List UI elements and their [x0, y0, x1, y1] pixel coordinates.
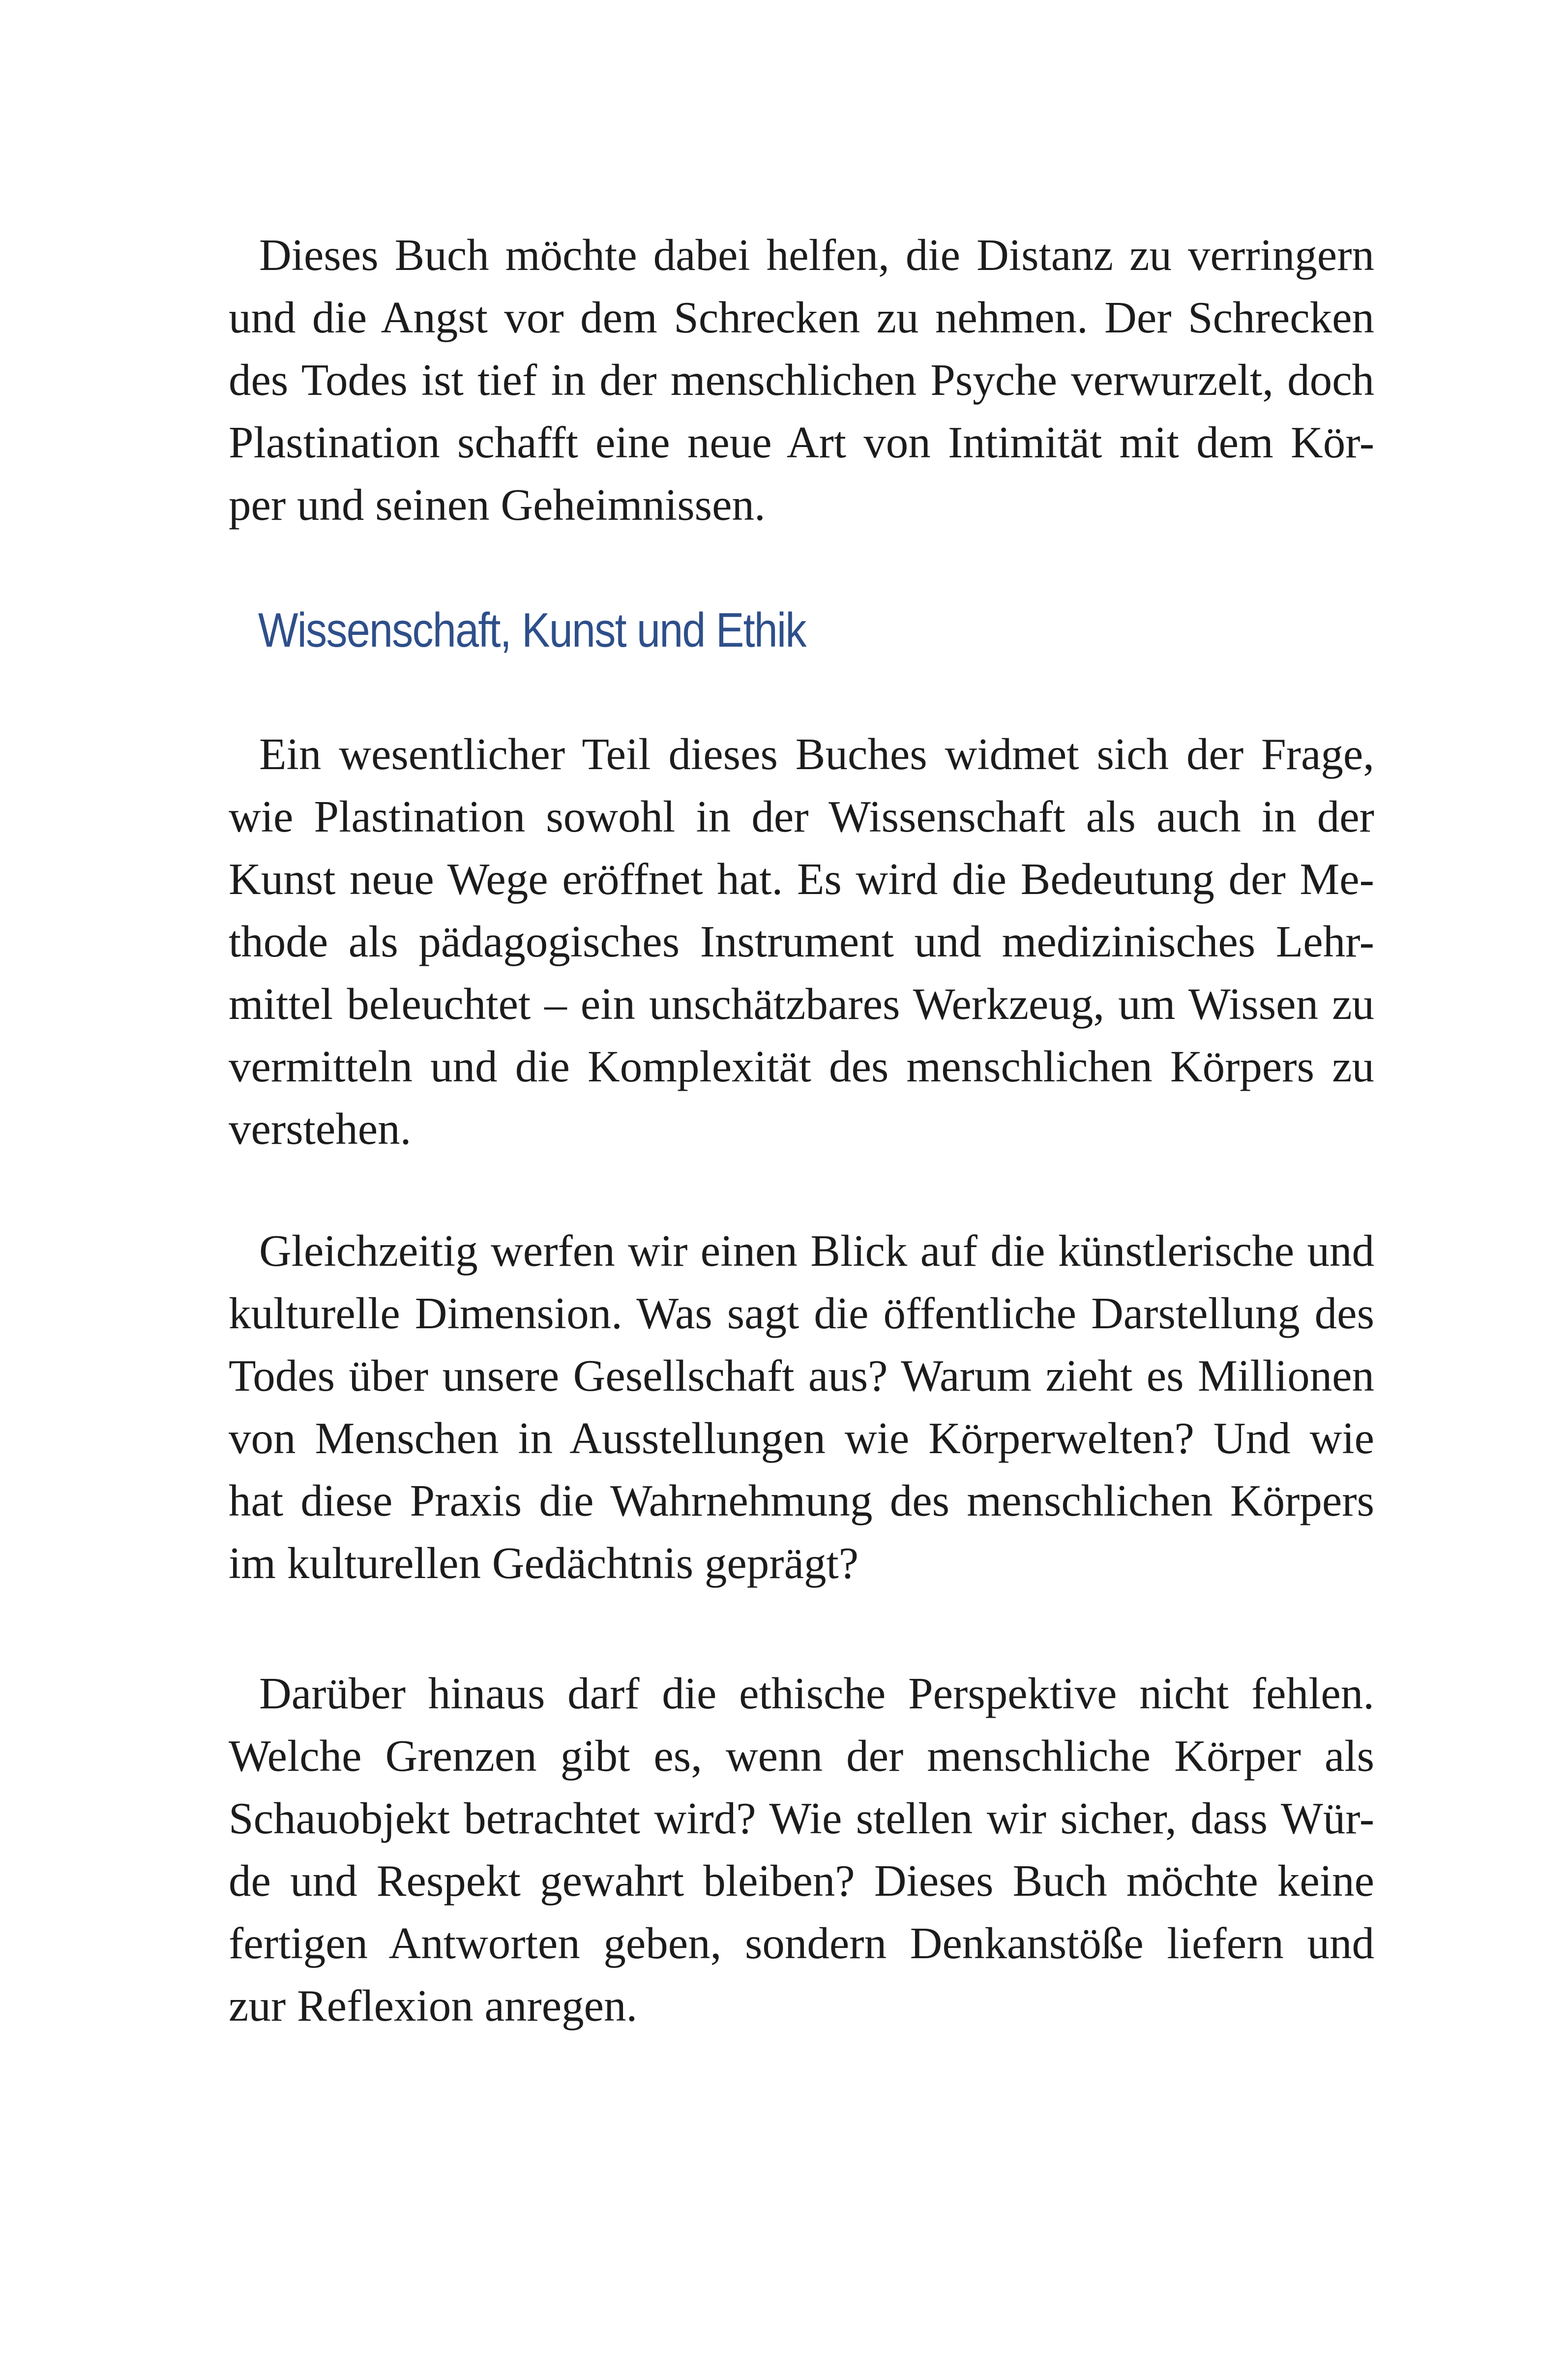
text-line: wie Plastination sowohl in der Wissenschaft als auch in der [229, 792, 1374, 841]
text-line: und die Angst vor dem Schrecken zu nehmen. Der Schrecken [229, 293, 1374, 342]
text-line: hat diese Praxis die Wahrnehmung des menschlichen Körpers [229, 1476, 1374, 1525]
text-line: vermitteln und die Komplexität des menschlichen Körpers zu [229, 1042, 1374, 1091]
text-line: thode als pädagogisches Instrument und medizinisches Lehr- [229, 917, 1374, 966]
text-line: Kunst neue Wege eröffnet hat. Es wird die Bedeutung der Me- [229, 854, 1374, 904]
text-line: Darüber hinaus darf die ethische Perspektive nicht fehlen. [259, 1669, 1374, 1718]
text-line: kulturelle Dimension. Was sagt die öffentliche Darstellung des [229, 1288, 1374, 1338]
text-line: mittel beleuchtet – ein unschätzbares Werkzeug, um Wissen zu [229, 979, 1374, 1029]
paragraph-science [229, 723, 1374, 1160]
text-line: de und Respekt gewahrt bleiben? Dieses Buch möchte keine [229, 1856, 1374, 1906]
text-line: Todes über unsere Gesellschaft aus? Warum zieht es Millionen [229, 1351, 1374, 1401]
text-line: Dieses Buch möchte dabei helfen, die Distanz zu verringern [259, 230, 1374, 280]
paragraph-culture [229, 1220, 1374, 1594]
text-line: Ein wesentlicher Teil dieses Buches widmet sich der Frage, [259, 729, 1374, 779]
text-line: Gleichzeitig werfen wir einen Blick auf die künstlerische und [259, 1226, 1374, 1276]
text-line: Welche Grenzen gibt es, wenn der menschliche Körper als [229, 1731, 1374, 1781]
section-heading: Wissenschaft, Kunst und Ethik [258, 603, 806, 657]
text-line: Schauobjekt betrachtet wird? Wie stellen wir sicher, dass Wür- [229, 1793, 1374, 1843]
text-line: Plastination schafft eine neue Art von Intimität mit dem Kör- [229, 418, 1374, 467]
text-line: zur Reflexion anregen. [229, 1981, 638, 2030]
text-line: verstehen. [229, 1104, 412, 1154]
text-line: fertigen Antworten geben, sondern Denkanstöße liefern und [229, 1918, 1374, 1968]
text-line: im kulturellen Gedächtnis geprägt? [229, 1538, 859, 1588]
paragraph-intro [229, 224, 1374, 536]
paragraph-ethics [229, 1662, 1374, 2037]
text-line: per und seinen Geheimnissen. [229, 480, 766, 530]
text-line: von Menschen in Ausstellungen wie Körperwelten? Und wie [229, 1413, 1374, 1463]
text-line: des Todes ist tief in der menschlichen Psyche verwurzelt, doch [229, 355, 1374, 405]
